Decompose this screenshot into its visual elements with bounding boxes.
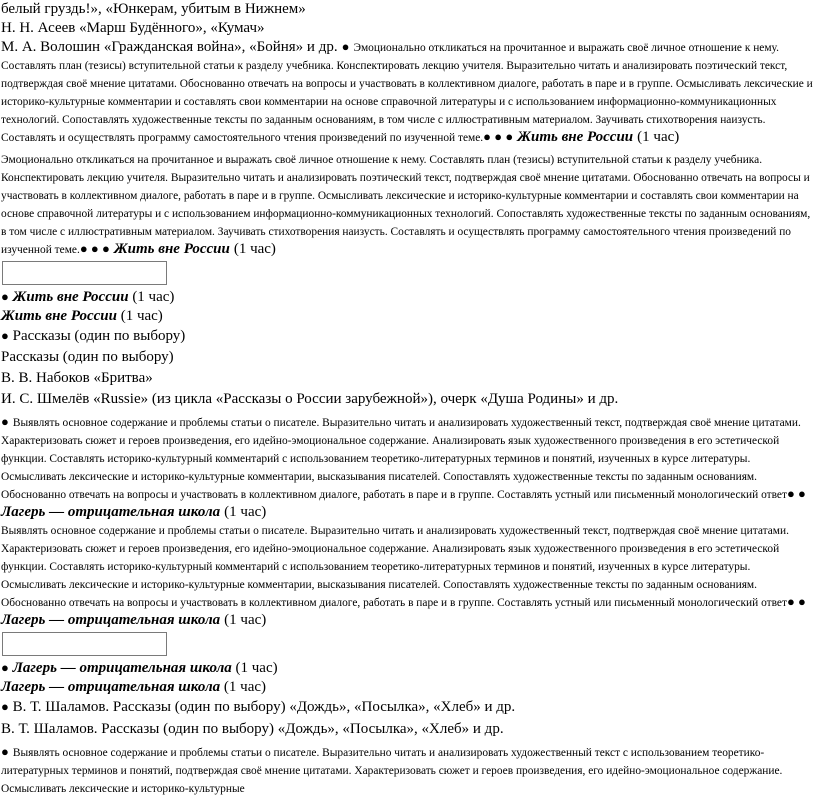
bullet-icon: ● (1, 744, 9, 759)
description-text: Эмоционально откликаться на прочитанное и выражать своё личное отношение к нему. Составлять план (тезисы) вступительной статьи к разделу учебника. Конспектировать лекцию учителя. Выразительно читать и анализировать поэтический текст, подтверждая своё мнение цитатами. Обоснованно отвечать на вопросы и участвовать в коллективном диалоге, работать в паре и в группе. Осмысливать лексические и историко-культурные комментарии и составлять свои комментарии на основе справочной литературы и с использованием информационно-коммуникационных технологий. Сопоставлять художественные тексты по заданным основаниям, в том числе с иллюстративным материалом. Заучивать стихотворения наизусть. Составлять и осуществлять программу самостоятельного чтения произведений по изученной теме. (1, 42, 813, 144)
section-hours: (1 час) (637, 129, 680, 145)
bullet-icon: ● ● (786, 594, 806, 609)
section-heading: Лагерь — отрицательная школа (1, 504, 221, 520)
topic-line (1, 307, 813, 326)
description-text: Эмоционально откликаться на прочитанное и выражать своё личное отношение к нему. Составлять план (тезисы) вступительной статьи к разделу учебника. Конспектировать лекцию учителя. Выразительно читать и анализировать поэтический текст, подтверждая своё мнение цитатами. Обоснованно отвечать на вопросы и участвовать в коллективном диалоге, работать в паре и в группе. Осмысливать лексические и историко-культурные комментарии и составлять свои комментарии на основе справочной литературы и с использованием информационно-коммуникационных технологий. Сопоставлять художественные тексты по заданным основаниям, в том числе с иллюстративным материалом. Заучивать стихотворения наизусть. Составлять и осуществлять программу самостоятельного чтения произведений по изученной теме. (1, 154, 811, 256)
bullet-icon: ● ● ● (79, 241, 110, 256)
description-text: Выявлять основное содержание и проблемы статьи о писателе. Выразительно читать и анализировать художественный текст, подтверждая своё мнение цитатами. Характеризовать сюжет и героев произведения, его идейно-эмоциональное содержание. Анализировать язык художественного произведения в его эстетической функции. Составлять историко-культурный комментарий с использованием теоретико-литературных терминов и понятий, изученных в курсе литературы. Осмысливать лексические и историко-культурные комментарии, высказывания писателей. Сопоставлять художественные тексты по заданным основаниям. Обоснованно отвечать на вопросы и участвовать в коллективном диалоге, работать в паре и в группе. Составлять устный или письменный монологический ответ (1, 417, 801, 501)
description-text: Выявлять основное содержание и проблемы статьи о писателе. Выразительно читать и анализировать художественный текст с использованием теоретико-литературных терминов и понятий, подтверждая своё мнение цитатами. Характеризовать сюжет и героев произведения, его идейно-эмоциональное содержание. Осмысливать лексические и историко-культурные (1, 747, 783, 795)
section-hours: (1 час) (235, 660, 278, 676)
paragraph-analysis (1, 413, 813, 521)
section-heading: Жить вне России (1, 308, 117, 324)
topic-line (1, 697, 813, 717)
topic-text: Рассказы (один по выбору) (1, 349, 174, 365)
text-line: М. А. Волошин «Гражданская война», «Бойня» и др. (1, 39, 338, 55)
section-hours: (1 час) (233, 241, 276, 257)
section-heading: Лагерь — отрицательная школа (1, 612, 221, 628)
topic-line (1, 678, 813, 697)
section-heading: Лагерь — отрицательная школа (12, 660, 232, 676)
topic-line (1, 326, 813, 346)
empty-table-cell (2, 632, 167, 656)
text-line: Н. Н. Асеев «Марш Будённого», «Кумач» (1, 20, 265, 36)
bullet-icon: ● ● (786, 486, 806, 501)
topic-text: И. С. Шмелёв «Russie» (из цикла «Рассказы о России зарубежной»), очерк «Душа Родины» и др. (1, 391, 619, 407)
section-heading: Жить вне России (12, 289, 129, 305)
bullet-icon: ● (1, 328, 9, 343)
bullet-icon: ● ● ● (483, 129, 514, 144)
paragraph-repeat (1, 150, 813, 258)
section-hours: (1 час) (224, 612, 267, 628)
paragraph-volshin (1, 38, 813, 146)
topic-text: Рассказы (один по выбору) (12, 328, 186, 344)
section-hours: (1 час) (223, 679, 267, 695)
bullet-icon: ● (1, 660, 9, 675)
section-hours: (1 час) (224, 504, 267, 520)
bullet-icon: ● (341, 39, 350, 54)
section-heading: Жить вне России (113, 241, 230, 257)
paragraph-analysis-repeat (1, 521, 813, 629)
text-line: белый груздь!», «Юнкерам, убитым в Нижнем» (1, 1, 306, 17)
section-hours: (1 час) (120, 308, 163, 324)
description-text: Выявлять основное содержание и проблемы статьи о писателе. Выразительно читать и анализировать художественный текст, подтверждая своё мнение цитатами. Характеризовать сюжет и героев произведения, его идейно-эмоциональное содержание. Анализировать язык художественного произведения в его эстетической функции. Составлять историко-культурный комментарий с использованием теоретико-литературных терминов и понятий, изученных в курсе литературы. Осмысливать лексические и историко-культурные комментарии, высказывания писателей. Сопоставлять художественные тексты по заданным основаниям. Обоснованно отвечать на вопросы и участвовать в коллективном диалоге, работать в паре и в группе. Составлять устный или письменный монологический ответ (1, 525, 789, 609)
section-heading: Жить вне России (517, 129, 634, 145)
topic-text: В. Т. Шаламов. Рассказы (один по выбору) «Дождь», «Посылка», «Хлеб» и др. (12, 699, 516, 715)
topic-line (1, 658, 813, 678)
section-heading: Лагерь — отрицательная школа (1, 679, 221, 695)
topic-text: В. Т. Шаламов. Рассказы (один по выбору) «Дождь», «Посылка», «Хлеб» и др. (1, 721, 504, 737)
topic-line (1, 287, 813, 307)
bullet-icon: ● (1, 699, 9, 714)
paragraph-shalamov (1, 743, 813, 797)
empty-table-cell (2, 261, 167, 285)
topic-text: В. В. Набоков «Бритва» (1, 370, 153, 386)
bullet-icon: ● (1, 289, 9, 304)
section-hours: (1 час) (132, 289, 175, 305)
bullet-icon: ● (1, 414, 9, 429)
